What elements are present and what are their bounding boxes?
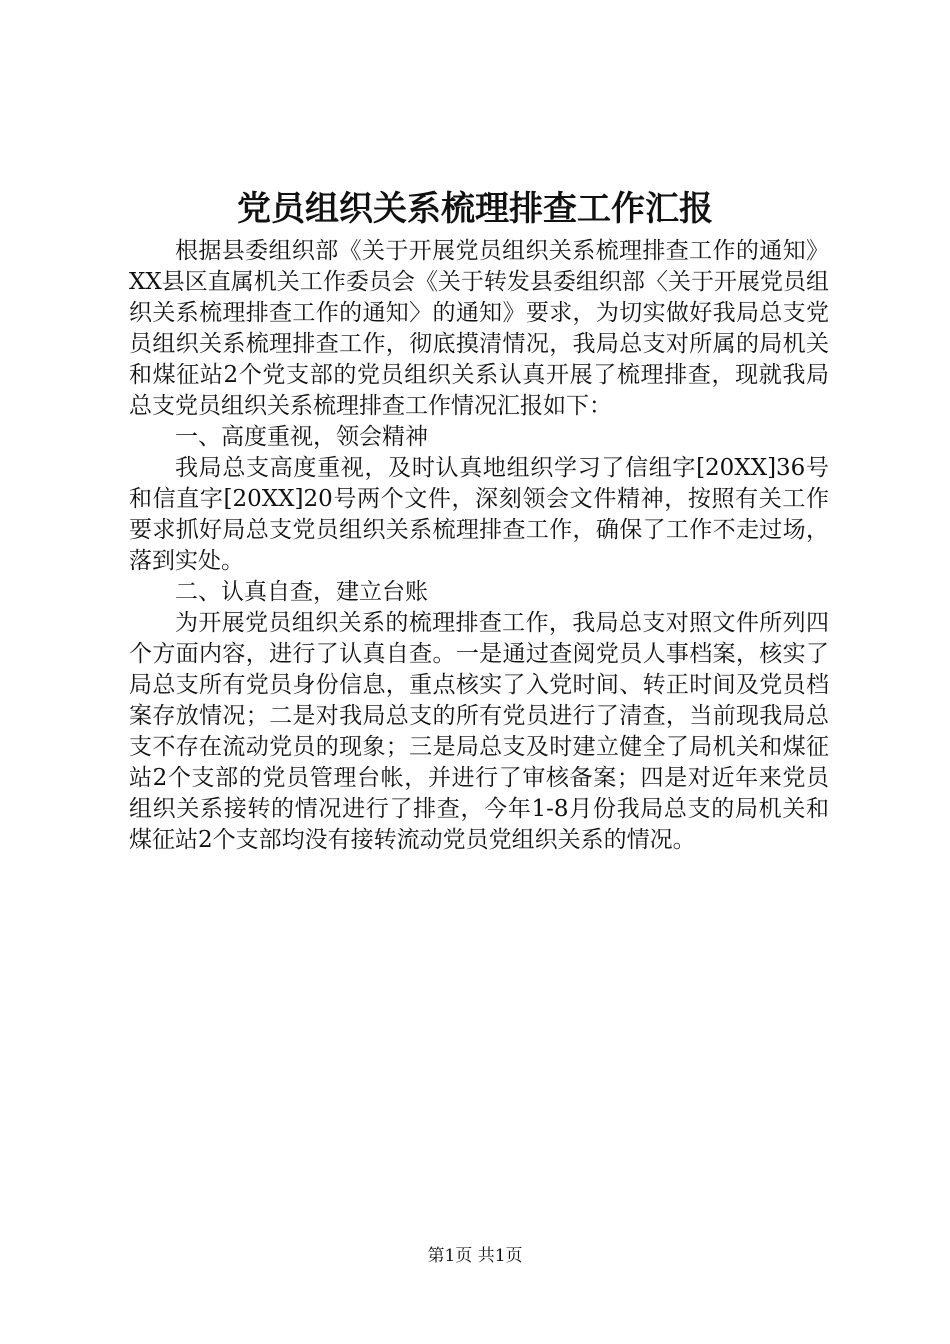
page-footer: 第1页 共1页 [427,1246,523,1266]
intro-paragraph: 根据县委组织部《关于开展党员组织关系梳理排查工作的通知》XX县区直属机关工作委员会《关于转发县委组织部〈关于开展党员组织关系梳理排查工作的通知〉的通知》要求，为切实做好我局总支党员组织关系梳理排查工作，彻底摸清情况，我局总支对所属的局机关和煤征站2个党支部的党员组织关系认真开展了梳理排查，现就我局总支党员组织关系梳理排查工作情况汇报如下： [129,238,829,419]
section-heading-1: 一、高度重视，领会精神 [175,424,428,450]
document-title: 党员组织关系梳理排查工作汇报 [237,189,713,229]
section-paragraph-1: 我局总支高度重视，及时认真地组织学习了信组字[20XX]36号和信直字[20XX]20号两个文件，深刻领会文件精神，按照有关工作要求抓好局总支党员组织关系梳理排查工作，确保了工作不走过场，落到实处。 [129,455,829,574]
section-heading-2: 二、认真自查，建立台账 [175,579,428,605]
document-body [129,236,829,856]
section-paragraph-2: 为开展党员组织关系的梳理排查工作，我局总支对照文件所列四个方面内容，进行了认真自查。一是通过查阅党员人事档案，核实了局总支所有党员身份信息，重点核实了入党时间、转正时间及党员档案存放情况；二是对我局总支的所有党员进行了清查，当前现我局总支不存在流动党员的现象；三是局总支及时建立健全了局机关和煤征站2个支部的党员管理台帐，并进行了审核备案；四是对近年来党员组织关系接转的情况进行了排查，今年1-8月份我局总支的局机关和煤征站2个支部均没有接转流动党员党组织关系的情况。 [129,610,829,853]
